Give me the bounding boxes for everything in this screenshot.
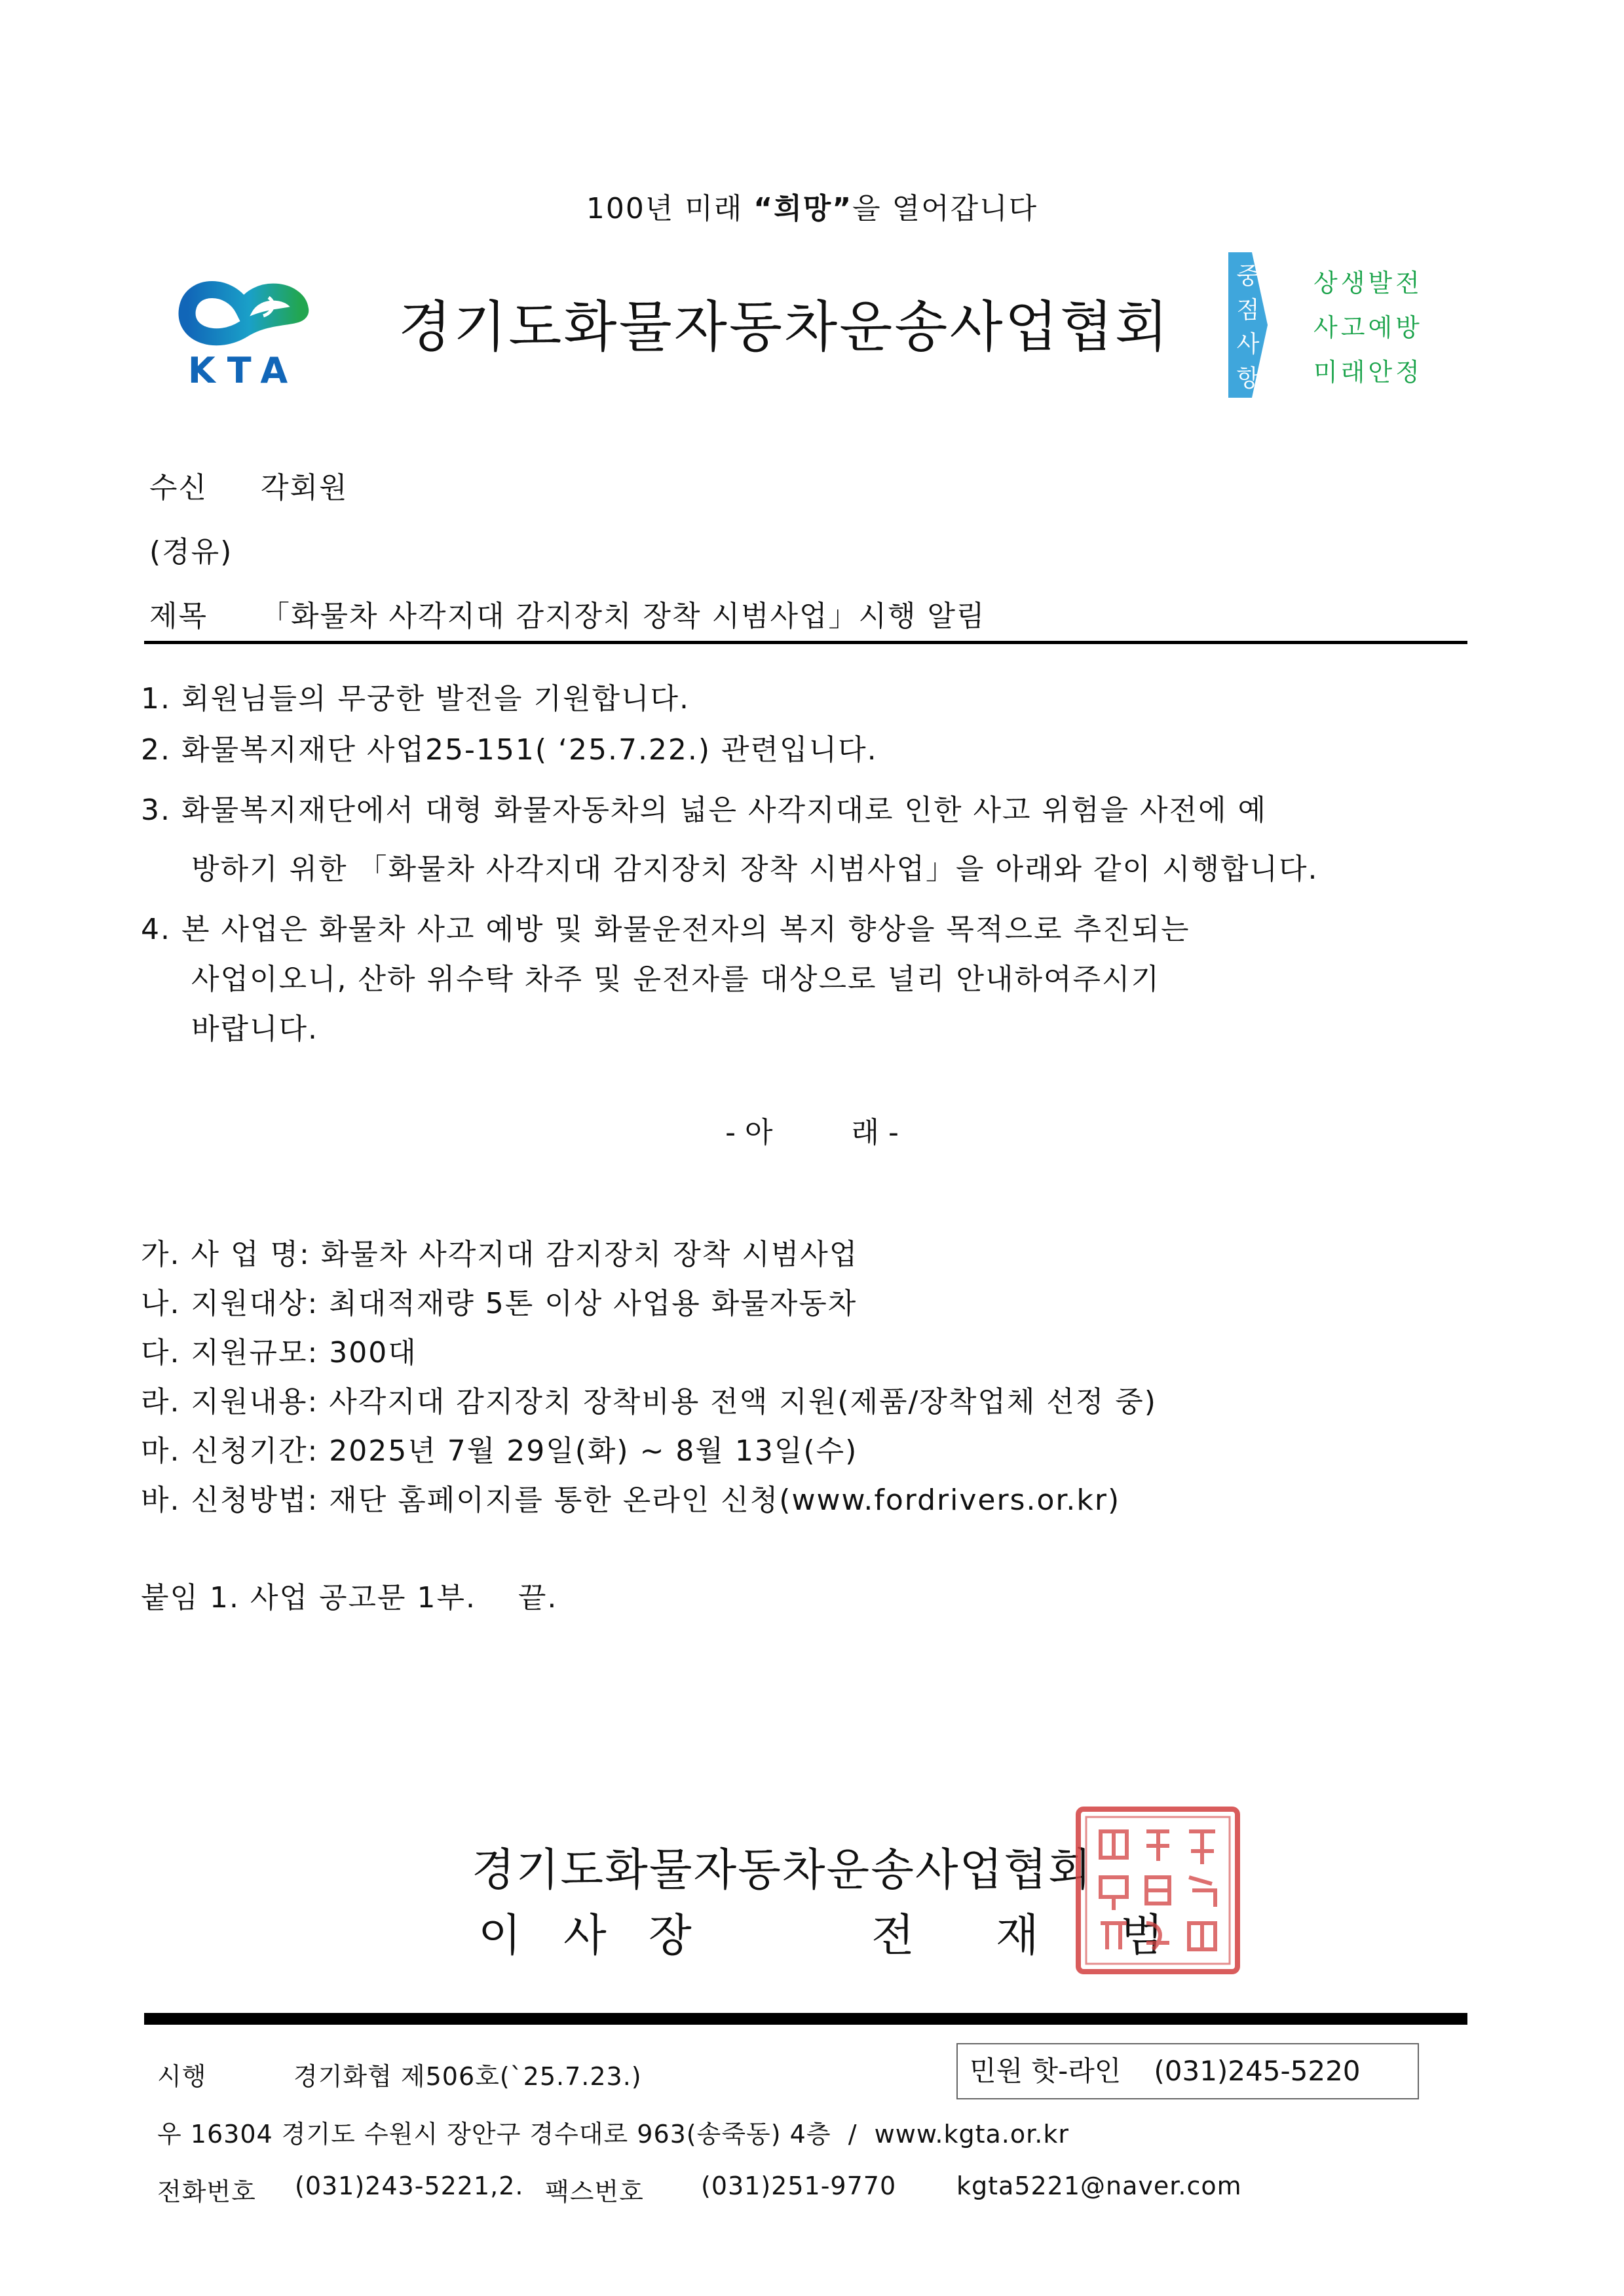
logo-text: KTA — [187, 350, 300, 388]
detail-item: 나. 지원대상: 최대적재량 5톤 이상 사업용 화물자동차 — [141, 1287, 858, 1320]
via-row — [149, 528, 233, 570]
slogan — [0, 185, 1624, 227]
detail-item: 마. 신청기간: 2025년 7월 29일(화) ~ 8월 13일(수) — [141, 1434, 858, 1468]
paragraph-1: 1. 회원님들의 무궁한 발전을 기원합니다. — [141, 682, 690, 716]
name-char: 장 — [649, 1910, 692, 1962]
priority-item: 상생발전 — [1313, 269, 1423, 297]
attachment-line: 붙임 1. 사업 공고문 1부. 끝. — [141, 1581, 558, 1615]
signature-org: 경기도화물자동차운송사업협회 — [472, 1845, 1093, 1896]
detail-item: 가. 사 업 명: 화물차 사각지대 감지장치 장착 시범사업 — [141, 1238, 859, 1271]
badge-char-2: 점 — [1236, 297, 1260, 324]
org-title: 경기도화물자동차운송사업협회 — [398, 295, 1171, 359]
phone-value: (031)243-5221,2. — [295, 2172, 524, 2200]
kta-logo — [178, 263, 309, 388]
issue-label: 시행 — [157, 2062, 207, 2091]
detail-item: 라. 지원내용: 사각지대 감지장치 장착비용 전액 지원(제품/장착업체 선정 중) — [141, 1385, 1157, 1419]
paragraph-3-line-1: 3. 화물복지재단에서 대형 화물자동차의 넓은 사각지대로 인한 사고 위험을 사전에 예 — [141, 794, 1267, 827]
slogan-pre: 100년 미래 — [586, 192, 754, 225]
name-char: 사 — [563, 1910, 607, 1962]
issue-value: 경기화협 제506호(`25.7.23.) — [293, 2062, 642, 2091]
recipient-label: 수신 — [149, 471, 208, 505]
name-char: 이 — [478, 1910, 521, 1962]
recipient-row — [149, 464, 349, 506]
heading-left: - 아 — [725, 1116, 773, 1149]
priority-list — [1313, 261, 1423, 394]
detail-item: 바. 신청방법: 재단 홈페이지를 통한 온라인 신청(www.fordrivers.or.kr) — [141, 1483, 1121, 1517]
footer-divider — [144, 2013, 1467, 2025]
hotline-box — [956, 2043, 1419, 2099]
subject-label: 제목 — [149, 600, 208, 633]
paragraph-4-line-2: 사업이오니, 산하 위수탁 차주 및 운전자를 대상으로 널리 안내하여주시기 — [191, 963, 1160, 996]
name-char: 전 — [871, 1910, 915, 1962]
subject-row — [149, 592, 986, 634]
priority-item: 미래안정 — [1313, 358, 1423, 387]
fax-label: 팩스번호 — [545, 2177, 644, 2206]
official-seal-icon — [1074, 1805, 1241, 1976]
slogan-post: 을 열어갑니다 — [852, 192, 1038, 225]
hotline-label: 민원 핫-라인 — [970, 2055, 1122, 2087]
paragraph-2: 2. 화물복지재단 사업25-151( ‘25.7.22.) 관련입니다. — [141, 733, 878, 767]
recipient-value: 각회원 — [261, 471, 349, 505]
header-divider — [144, 641, 1467, 644]
kta-logo-mark — [178, 263, 309, 388]
badge-char-4: 항 — [1236, 365, 1260, 392]
heading-right: 래 - — [851, 1116, 899, 1149]
email-link[interactable]: kgta5221@naver.com — [956, 2172, 1242, 2200]
section-heading — [0, 1109, 1624, 1151]
priority-badge — [1228, 252, 1268, 398]
paragraph-4-line-3: 바랍니다. — [191, 1012, 319, 1046]
priority-item: 사고예방 — [1313, 313, 1423, 342]
name-char: 재 — [996, 1910, 1039, 1962]
phone-label: 전화번호 — [157, 2177, 256, 2206]
hotline-value: (031)245-5220 — [1154, 2055, 1361, 2087]
badge-char-1: 중 — [1236, 263, 1260, 290]
name-char: 범 — [1120, 1910, 1163, 1962]
address-line: 우 16304 경기도 수원시 장안구 경수대로 963(송죽동) 4층 / www.kgta.or.kr — [157, 2120, 1069, 2149]
paragraph-3-line-2: 방하기 위한 「화물차 사각지대 감지장치 장착 시범사업」을 아래와 같이 시행합니다. — [191, 852, 1319, 886]
fax-value: (031)251-9770 — [701, 2172, 897, 2200]
detail-item: 다. 지원규모: 300대 — [141, 1336, 417, 1369]
paragraph-4-line-1: 4. 본 사업은 화물차 사고 예방 및 화물운전자의 복지 향상을 목적으로 추진되는 — [141, 913, 1190, 946]
via-label: (경유) — [149, 535, 233, 569]
slogan-emphasis: “희망” — [753, 192, 853, 225]
badge-char-3: 사 — [1236, 331, 1260, 358]
subject-value: 「화물차 사각지대 감지장치 장착 시범사업」시행 알림 — [261, 600, 986, 633]
